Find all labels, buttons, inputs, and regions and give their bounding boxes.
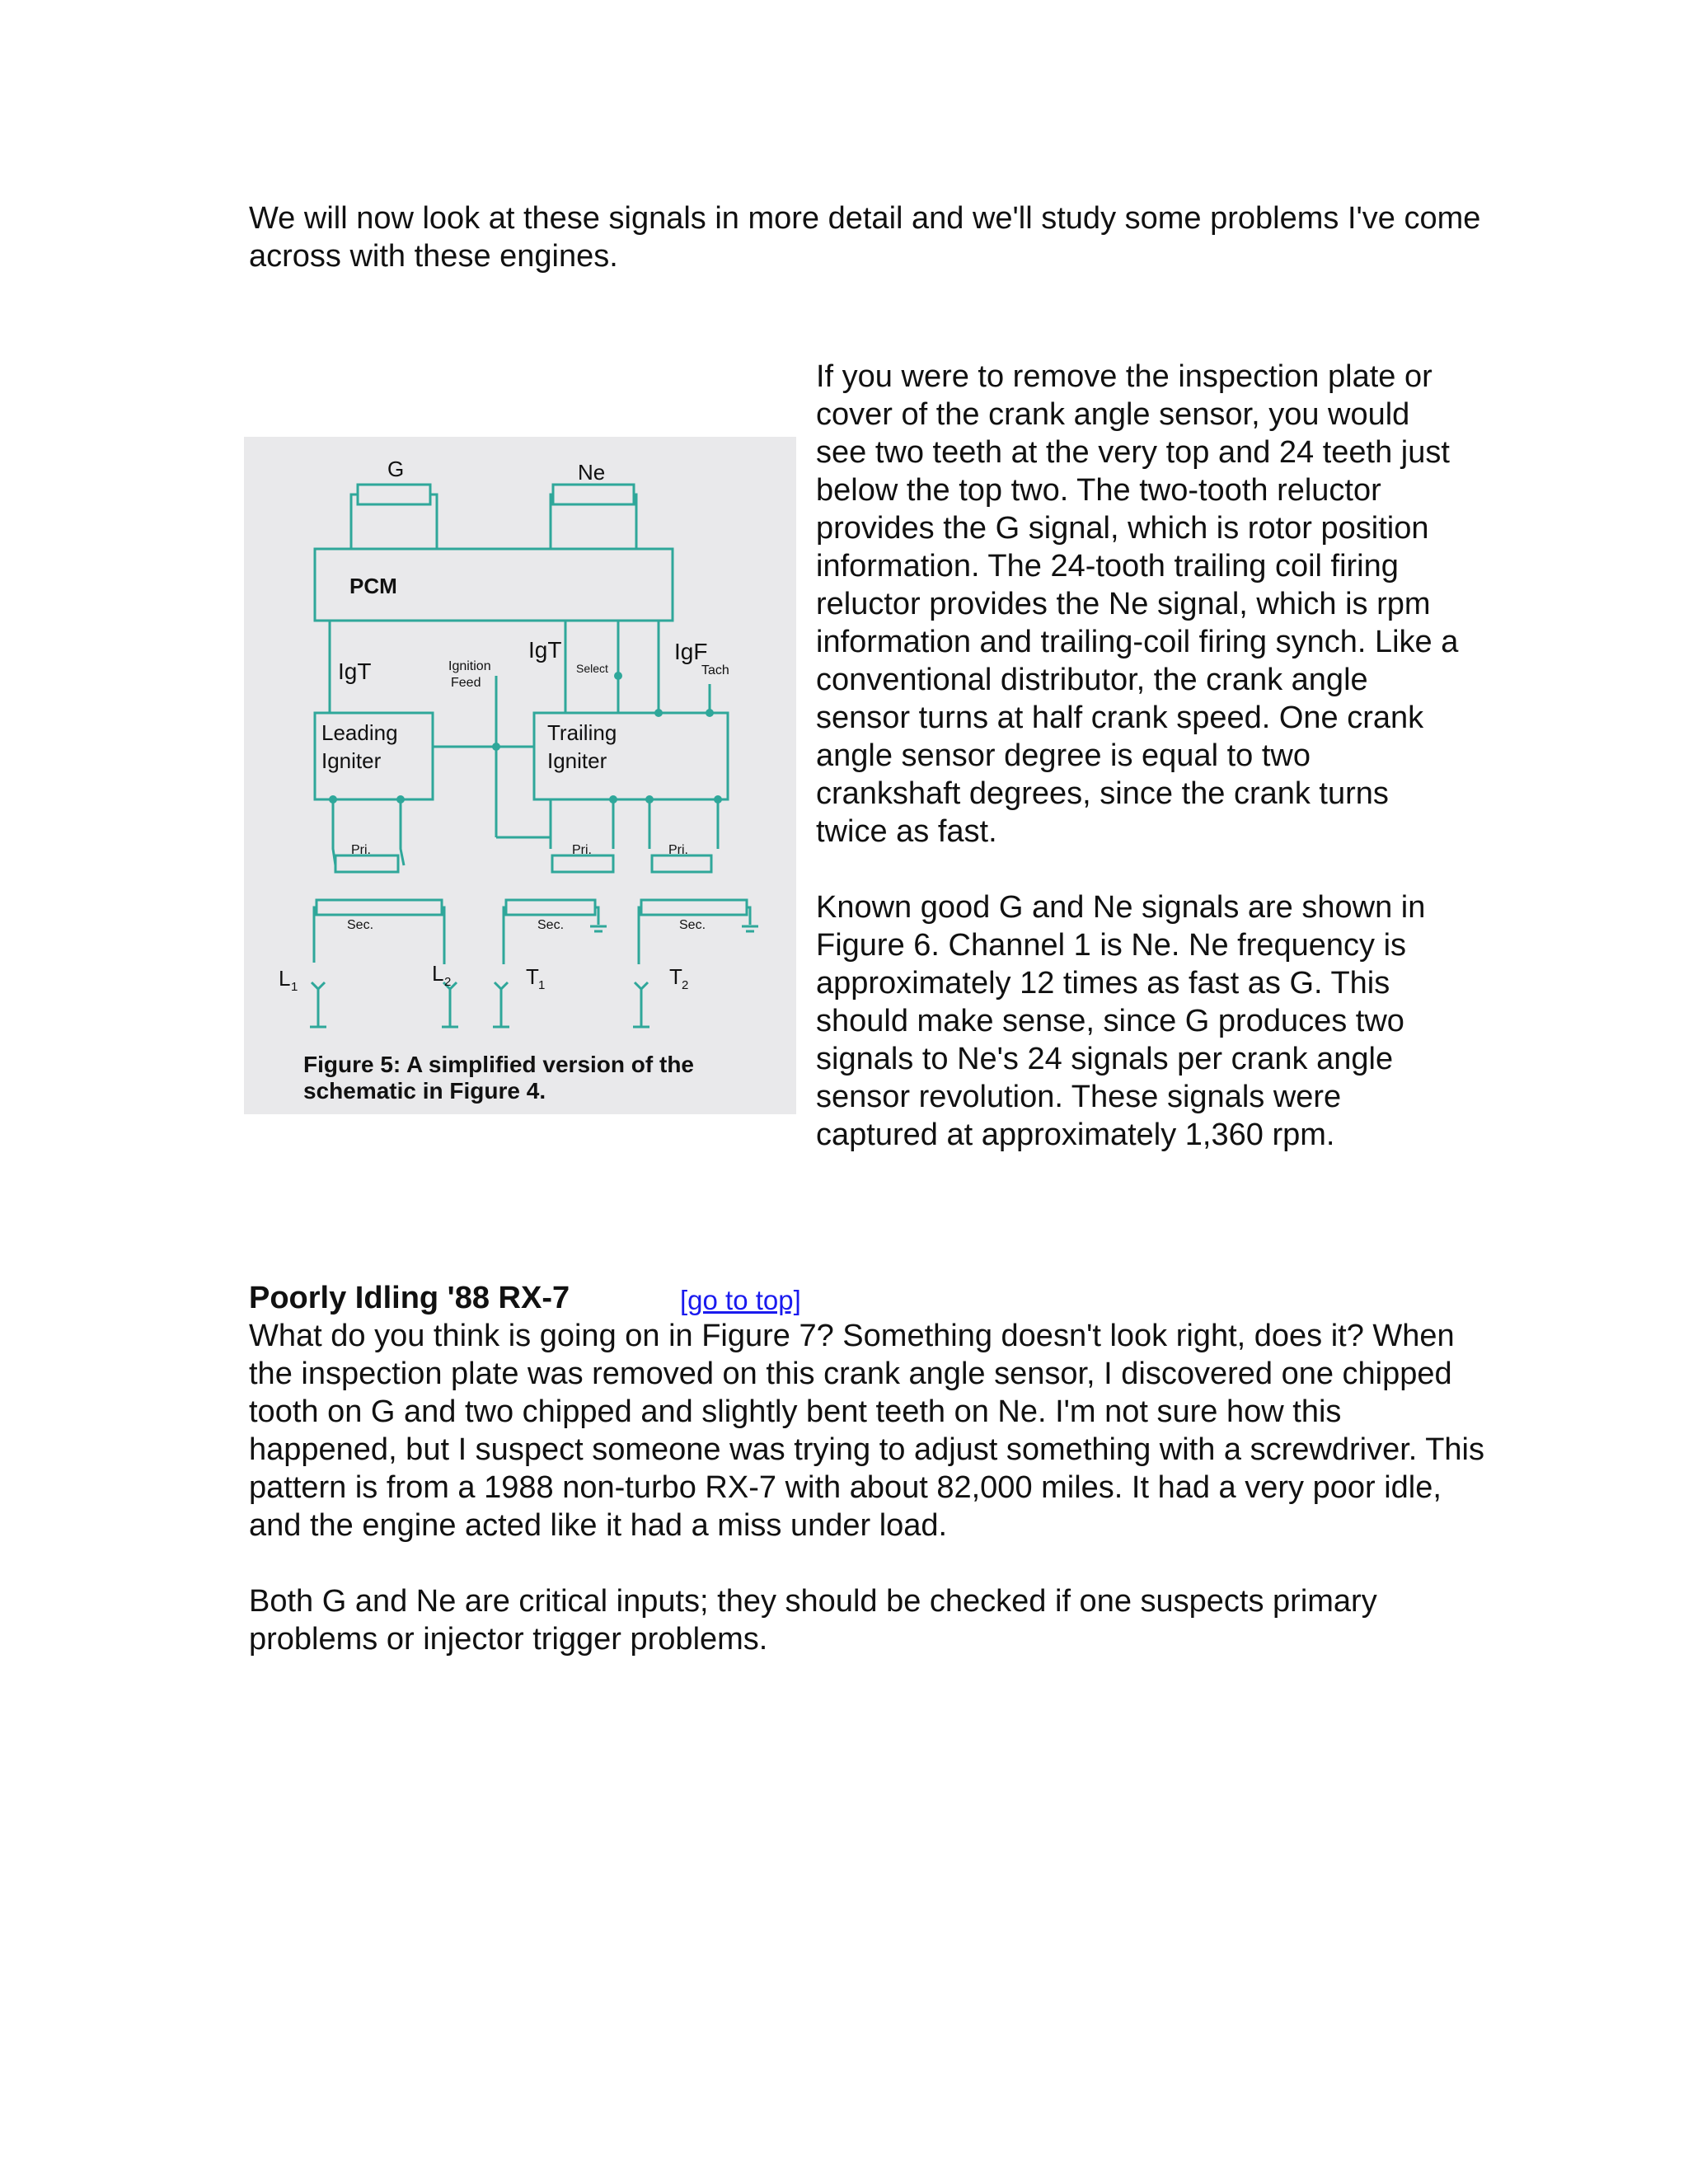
ignition-schematic-diagram	[244, 437, 796, 1114]
pri-label-2: Pri.	[572, 843, 592, 857]
primary-coil-leading	[335, 855, 398, 872]
igt-middle-label: IgT	[528, 637, 562, 663]
secondary-coil-leading	[316, 900, 442, 915]
pcm-label: PCM	[349, 574, 397, 598]
secondary-coil-trailing-1	[506, 900, 595, 915]
feed-label: Feed	[451, 676, 481, 690]
sec-label-2: Sec.	[537, 918, 565, 932]
figure-caption-line-2: schematic in Figure 4.	[303, 1078, 546, 1104]
right-column	[816, 358, 1459, 1154]
leading-label-2: Igniter	[321, 748, 382, 773]
sec-label-1: Sec.	[347, 918, 374, 932]
select-label: Select	[576, 662, 608, 675]
primary-coil-trailing-1	[552, 855, 613, 872]
rx7-paragraph: What do you think is going on in Figure 7? Something doesn't look right, does it? When the inspection plate was removed on this crank angle sensor, I discovered one chipped tooth on G and two chipped and slightly bent teeth on Ne. I'm not sure how this happened, but I suspect someone was trying to adjust something with a screwdriver. This pattern is from a 1988 non-turbo RX-7 with about 82,000 miles. It had a very poor idle, and the engine acted like it had a miss under load.	[249, 1319, 1484, 1543]
section-heading: Poorly Idling '88 RX-7	[249, 1281, 570, 1315]
g-sensor-coil	[358, 485, 430, 504]
leading-label-1: Leading	[321, 720, 398, 745]
crank-sensor-paragraph: If you were to remove the inspection plate or cover of the crank angle sensor, you would see two teeth at the very top and 24 teeth just below the top two. The two-tooth reluctor provides the G signal, which is rotor position information. The 24-tooth trailing coil firing reluctor provides the Ne signal, which is rpm information and trailing-coil firing synch. Like a conventional distributor, the crank angle sensor turns at half crank speed. One crank angle sensor degree is equal to two crankshaft degrees, since the crank turns twice as fast.	[816, 359, 1459, 849]
intro-paragraph: We will now look at these signals in more detail and we'll study some problems I've come across with these engines.	[249, 201, 1481, 274]
sec-label-3: Sec.	[679, 918, 706, 932]
t2-label: T	[669, 964, 682, 989]
ignition-label: Ignition	[448, 659, 491, 673]
t1-subscript: 1	[538, 978, 546, 992]
ne-sensor-coil	[553, 485, 634, 504]
secondary-coil-trailing-2	[641, 900, 747, 915]
l1-label: L	[279, 966, 291, 991]
critical-inputs-paragraph: Both G and Ne are critical inputs; they should be checked if one suspects primary problems or injector trigger problems.	[249, 1584, 1377, 1657]
l2-subscript: 2	[444, 975, 452, 989]
section-heading-row	[249, 1279, 1485, 1317]
signals-paragraph: Known good G and Ne signals are shown in Figure 6. Channel 1 is Ne. Ne frequency is approximately 12 times as fast as G. This should make sense, since G produces two signals to Ne's 24 signals per crank angle sensor revolution. These signals were captured at approximately 1,360 rpm.	[816, 890, 1426, 1152]
t2-subscript: 2	[682, 978, 689, 992]
schematic-figure	[244, 437, 796, 1114]
primary-coil-trailing-2	[652, 855, 711, 872]
l2-label: L	[432, 961, 444, 986]
pri-label-3: Pri.	[668, 843, 688, 857]
tach-label: Tach	[701, 663, 729, 677]
trailing-label-1: Trailing	[547, 720, 617, 745]
figure-caption-line-1: Figure 5: A simplified version of the	[303, 1052, 694, 1077]
igf-label: IgF	[674, 639, 708, 664]
trailing-label-2: Igniter	[547, 748, 607, 773]
ne-label: Ne	[578, 460, 606, 485]
igt-left-label: IgT	[338, 658, 372, 684]
go-to-top-link[interactable]: [go to top]	[680, 1285, 801, 1315]
t1-label: T	[526, 964, 539, 989]
g-label: G	[387, 457, 405, 481]
pri-label-1: Pri.	[351, 843, 371, 857]
l1-subscript: 1	[291, 980, 298, 994]
